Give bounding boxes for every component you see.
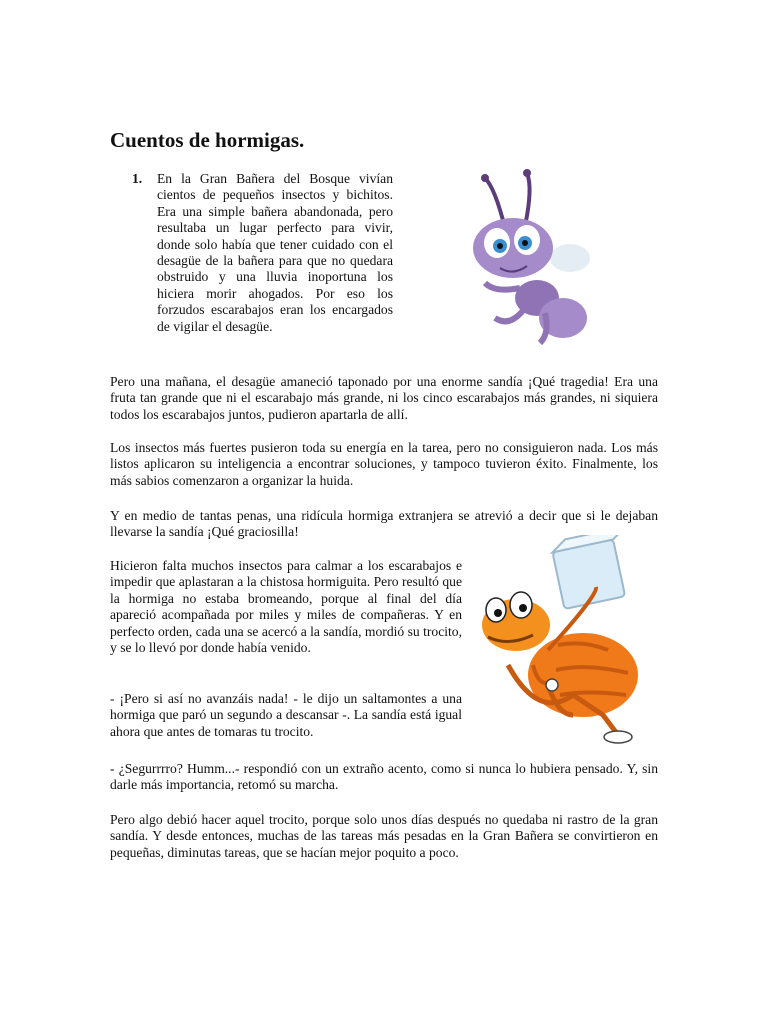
paragraph-1: En la Gran Bañera del Bosque vivían cientos de pequeños insectos y bichitos. Era una simple bañera abandonada, pero resultaba un lugar perfecto para vivir, donde solo había que tener cuidado con el desagüe de la bañera para que no quedara obstruido y una lluvia inoportuna los hiciera morir ahogados. Por eso los forzudos escarabajos eran los encargados de vigilar el desagüe. — [157, 171, 393, 334]
orange-ant-illustration — [478, 535, 648, 745]
paragraph-2: Pero una mañana, el desagüe amaneció taponado por una enorme sandía ¡Qué tragedia! Era una fruta tan grande que ni el escarabajo más grande, ni los cinco escarabajos más grandes, ni siquiera todos los escarabajos juntos, pudieron apartarla de allí. — [110, 374, 658, 422]
paragraph-8: Pero algo debió hacer aquel trocito, porque solo unos días después no quedaba ni rastro de la gran sandía. Y desde entonces, muchas de las tareas más pesadas en la Gran Bañera se convirtieron en pequeñas, diminutas tareas, que se hacían mejor poquito a poco. — [110, 812, 658, 860]
paragraph-6: - ¡Pero si así no avanzáis nada! - le dijo un saltamontes a una hormiga que paró un segundo a descansar -. La sandía está igual ahora que antes de tomaras tu trocito. — [110, 691, 462, 739]
paragraph-7: - ¿Segurrrro? Humm...- respondió con un extraño acento, como si nunca lo hubiera pensado. Y, sin darle más importancia, retomó su marcha. — [110, 761, 658, 793]
document-title: Cuentos de hormigas. — [110, 128, 305, 152]
purple-ant-illustration — [455, 168, 595, 348]
paragraph-5: Hicieron falta muchos insectos para calmar a los escarabajos e impedir que aplastaran a la chistosa hormiguita. Pero resultó que la hormiga no estaba bromeando, porque al final del día apareció acompañada por miles y miles de compañeras. Y en perfecto orden, cada una se acercó a la sandía, mordió su trocito, y se lo llevó por donde había venido. — [110, 558, 462, 656]
paragraph-3: Los insectos más fuertes pusieron toda su energía en la tarea, pero no consiguieron nada. Los más listos aplicaron su inteligencia a encontrar soluciones, y tampoco tuvieron éxito. Finalmente, los más sabios comenzaron a organizar la huida. — [110, 440, 658, 488]
paragraph-4: Y en medio de tantas penas, una ridícula hormiga extranjera se atrevió a decir que si le dejaban llevarse la sandía ¡Qué graciosilla! — [110, 508, 658, 540]
list-number: 1. — [132, 171, 143, 186]
